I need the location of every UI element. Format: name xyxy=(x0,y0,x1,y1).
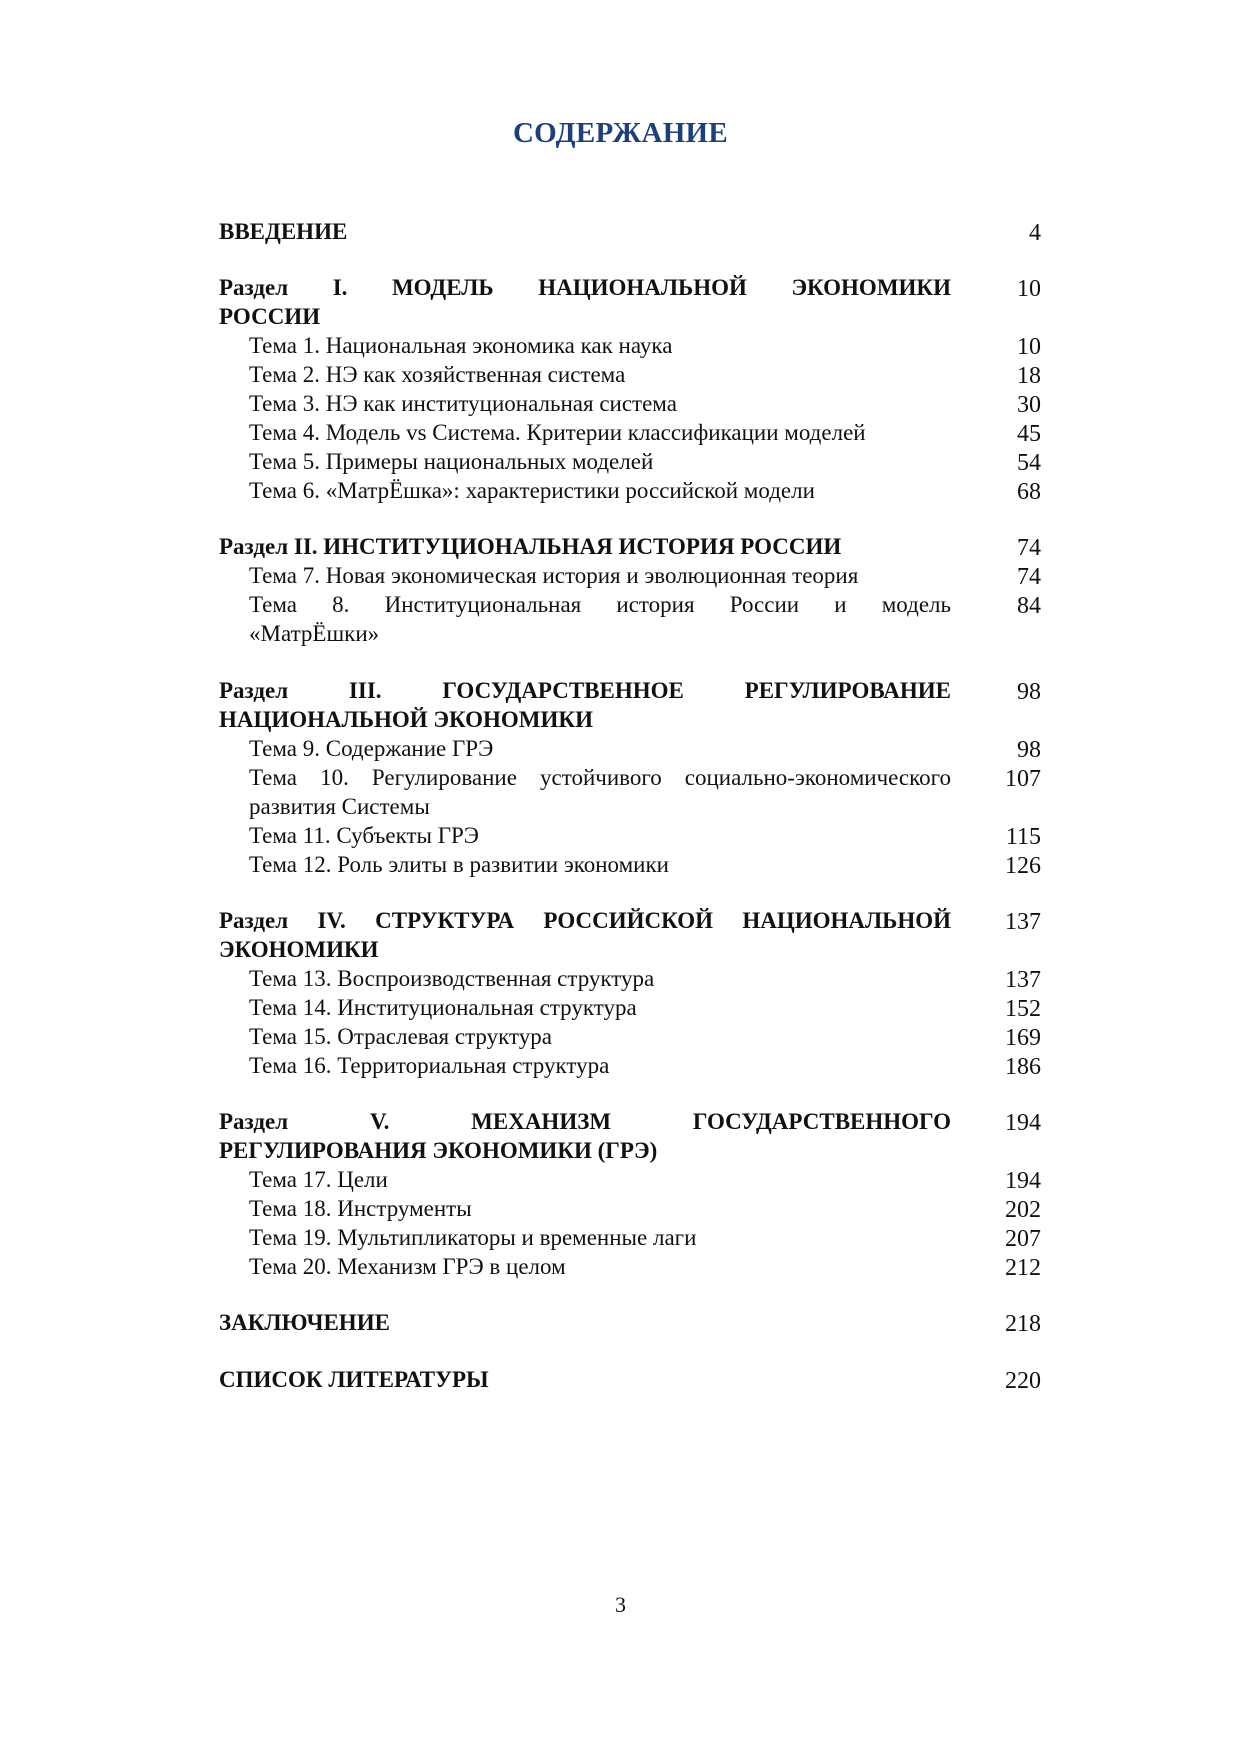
toc-page-number: 74 xyxy=(1017,535,1041,561)
toc-entry-label: ЗАКЛЮЧЕНИЕ xyxy=(219,1310,390,1335)
toc-topic-label: Тема 6. «МатрЁшка»: характеристики российской модели xyxy=(249,478,815,503)
toc-topic-label: Тема 17. Цели xyxy=(249,1167,388,1192)
toc-section-4[interactable] xyxy=(219,906,1041,935)
toc-section-5-continued xyxy=(219,1136,1041,1165)
toc-topic-label-continued: развития Системы xyxy=(249,794,430,819)
toc-entry-introduction[interactable] xyxy=(219,217,1041,246)
toc-page-number: 207 xyxy=(1005,1226,1041,1252)
toc-page-number: 220 xyxy=(1005,1368,1041,1394)
toc-topic-5[interactable] xyxy=(219,447,1041,476)
toc-topic-label: Тема 2. НЭ как хозяйственная система xyxy=(249,362,626,387)
toc-page-number: 10 xyxy=(1017,334,1041,360)
toc-topic-label: Тема 3. НЭ как институциональная система xyxy=(249,391,677,416)
toc-topic-label: Тема 8. Институциональная история России и модель xyxy=(249,592,951,617)
toc-topic-4[interactable] xyxy=(219,418,1041,447)
toc-topic-label: Тема 16. Территориальная структура xyxy=(249,1053,610,1078)
toc-page-number: 30 xyxy=(1017,392,1041,418)
toc-topic-13[interactable] xyxy=(219,964,1041,993)
toc-section-label: Раздел II. ИНСТИТУЦИОНАЛЬНАЯ ИСТОРИЯ РОССИИ xyxy=(219,534,842,559)
toc-entry-references[interactable] xyxy=(219,1365,1041,1394)
toc-topic-label: Тема 1. Национальная экономика как наука xyxy=(249,333,673,358)
toc-topic-14[interactable] xyxy=(219,993,1041,1022)
page-number: 3 xyxy=(615,1592,626,1617)
toc-topic-11[interactable] xyxy=(219,821,1041,850)
toc-topic-label: Тема 10. Регулирование устойчивого социально-экономического xyxy=(249,765,951,790)
toc-page-number: 98 xyxy=(1017,679,1041,705)
toc-page-number: 152 xyxy=(1005,996,1041,1022)
toc-section-1-continued xyxy=(219,302,1041,331)
toc-topic-label: Тема 15. Отраслевая структура xyxy=(249,1024,552,1049)
toc-topic-15[interactable] xyxy=(219,1022,1041,1051)
toc-page-number: 74 xyxy=(1017,564,1041,590)
toc-section-2[interactable] xyxy=(219,532,1041,561)
toc-page-number: 186 xyxy=(1005,1054,1041,1080)
toc-section-label-continued: ЭКОНОМИКИ xyxy=(219,937,379,962)
toc-page-number: 18 xyxy=(1017,363,1041,389)
page-title: СОДЕРЖАНИЕ xyxy=(512,117,729,149)
toc-section-3[interactable] xyxy=(219,676,1041,705)
table-of-contents xyxy=(219,217,1041,1394)
toc-topic-label: Тема 19. Мультипликаторы и временные лаги xyxy=(249,1225,697,1250)
toc-page-number: 137 xyxy=(1005,967,1041,993)
toc-topic-label: Тема 13. Воспроизводственная структура xyxy=(249,966,655,991)
toc-section-label: Раздел V. МЕХАНИЗМ ГОСУДАРСТВЕННОГО xyxy=(219,1109,951,1134)
toc-topic-9[interactable] xyxy=(219,734,1041,763)
toc-topic-label: Тема 14. Институциональная структура xyxy=(249,995,637,1020)
toc-page-number: 212 xyxy=(1005,1255,1041,1281)
toc-topic-label: Тема 9. Содержание ГРЭ xyxy=(249,736,494,761)
toc-page-number: 10 xyxy=(1017,276,1041,302)
toc-section-label: Раздел I. МОДЕЛЬ НАЦИОНАЛЬНОЙ ЭКОНОМИКИ xyxy=(219,275,951,300)
toc-page-number: 45 xyxy=(1017,421,1041,447)
toc-topic-8-continued xyxy=(219,619,1041,648)
toc-topic-label: Тема 5. Примеры национальных моделей xyxy=(249,449,654,474)
toc-topic-17[interactable] xyxy=(219,1165,1041,1194)
toc-topic-8[interactable] xyxy=(219,590,1041,619)
toc-page-number: 4 xyxy=(1029,220,1041,246)
toc-page-number: 137 xyxy=(1005,909,1041,935)
toc-topic-20[interactable] xyxy=(219,1252,1041,1281)
toc-section-4-continued xyxy=(219,935,1041,964)
toc-topic-label: Тема 4. Модель vs Система. Критерии классификации моделей xyxy=(249,420,866,445)
toc-topic-12[interactable] xyxy=(219,850,1041,879)
toc-topic-label: Тема 20. Механизм ГРЭ в целом xyxy=(249,1254,566,1279)
toc-page-number: 169 xyxy=(1005,1025,1041,1051)
toc-entry-conclusion[interactable] xyxy=(219,1308,1041,1337)
toc-section-label: Раздел IV. СТРУКТУРА РОССИЙСКОЙ НАЦИОНАЛЬНОЙ xyxy=(219,908,951,933)
toc-page-number: 54 xyxy=(1017,450,1041,476)
toc-section-label-continued: РОССИИ xyxy=(219,304,321,329)
toc-section-1[interactable] xyxy=(219,273,1041,302)
toc-topic-16[interactable] xyxy=(219,1051,1041,1080)
toc-section-label-continued: РЕГУЛИРОВАНИЯ ЭКОНОМИКИ (ГРЭ) xyxy=(219,1138,658,1163)
toc-page-number: 194 xyxy=(1005,1168,1041,1194)
toc-page-number: 107 xyxy=(1005,766,1041,792)
toc-topic-label-continued: «МатрЁшки» xyxy=(249,621,380,646)
toc-topic-10[interactable] xyxy=(219,763,1041,792)
toc-topic-6[interactable] xyxy=(219,476,1041,505)
toc-topic-19[interactable] xyxy=(219,1223,1041,1252)
toc-section-3-continued xyxy=(219,705,1041,734)
toc-page-number: 194 xyxy=(1005,1110,1041,1136)
toc-topic-2[interactable] xyxy=(219,360,1041,389)
toc-topic-label: Тема 18. Инструменты xyxy=(249,1196,472,1221)
toc-page-number: 84 xyxy=(1017,593,1041,619)
toc-page-number: 115 xyxy=(1005,824,1041,850)
toc-entry-label: ВВЕДЕНИЕ xyxy=(219,219,348,244)
toc-topic-7[interactable] xyxy=(219,561,1041,590)
toc-topic-10-continued xyxy=(219,792,1041,821)
toc-entry-label: СПИСОК ЛИТЕРАТУРЫ xyxy=(219,1367,489,1392)
toc-topic-label: Тема 11. Субъекты ГРЭ xyxy=(249,823,479,848)
toc-topic-3[interactable] xyxy=(219,389,1041,418)
toc-section-label: Раздел III. ГОСУДАРСТВЕННОЕ РЕГУЛИРОВАНИЕ xyxy=(219,678,951,703)
toc-page-number: 218 xyxy=(1005,1311,1041,1337)
toc-topic-1[interactable] xyxy=(219,331,1041,360)
toc-section-5[interactable] xyxy=(219,1107,1041,1136)
toc-page-number: 202 xyxy=(1005,1197,1041,1223)
toc-topic-label: Тема 12. Роль элиты в развитии экономики xyxy=(249,852,669,877)
toc-page-number: 98 xyxy=(1017,737,1041,763)
toc-section-label-continued: НАЦИОНАЛЬНОЙ ЭКОНОМИКИ xyxy=(219,707,593,732)
toc-page-number: 68 xyxy=(1017,479,1041,505)
toc-topic-label: Тема 7. Новая экономическая история и эволюционная теория xyxy=(249,563,859,588)
toc-topic-18[interactable] xyxy=(219,1194,1041,1223)
toc-page-number: 126 xyxy=(1005,853,1041,879)
